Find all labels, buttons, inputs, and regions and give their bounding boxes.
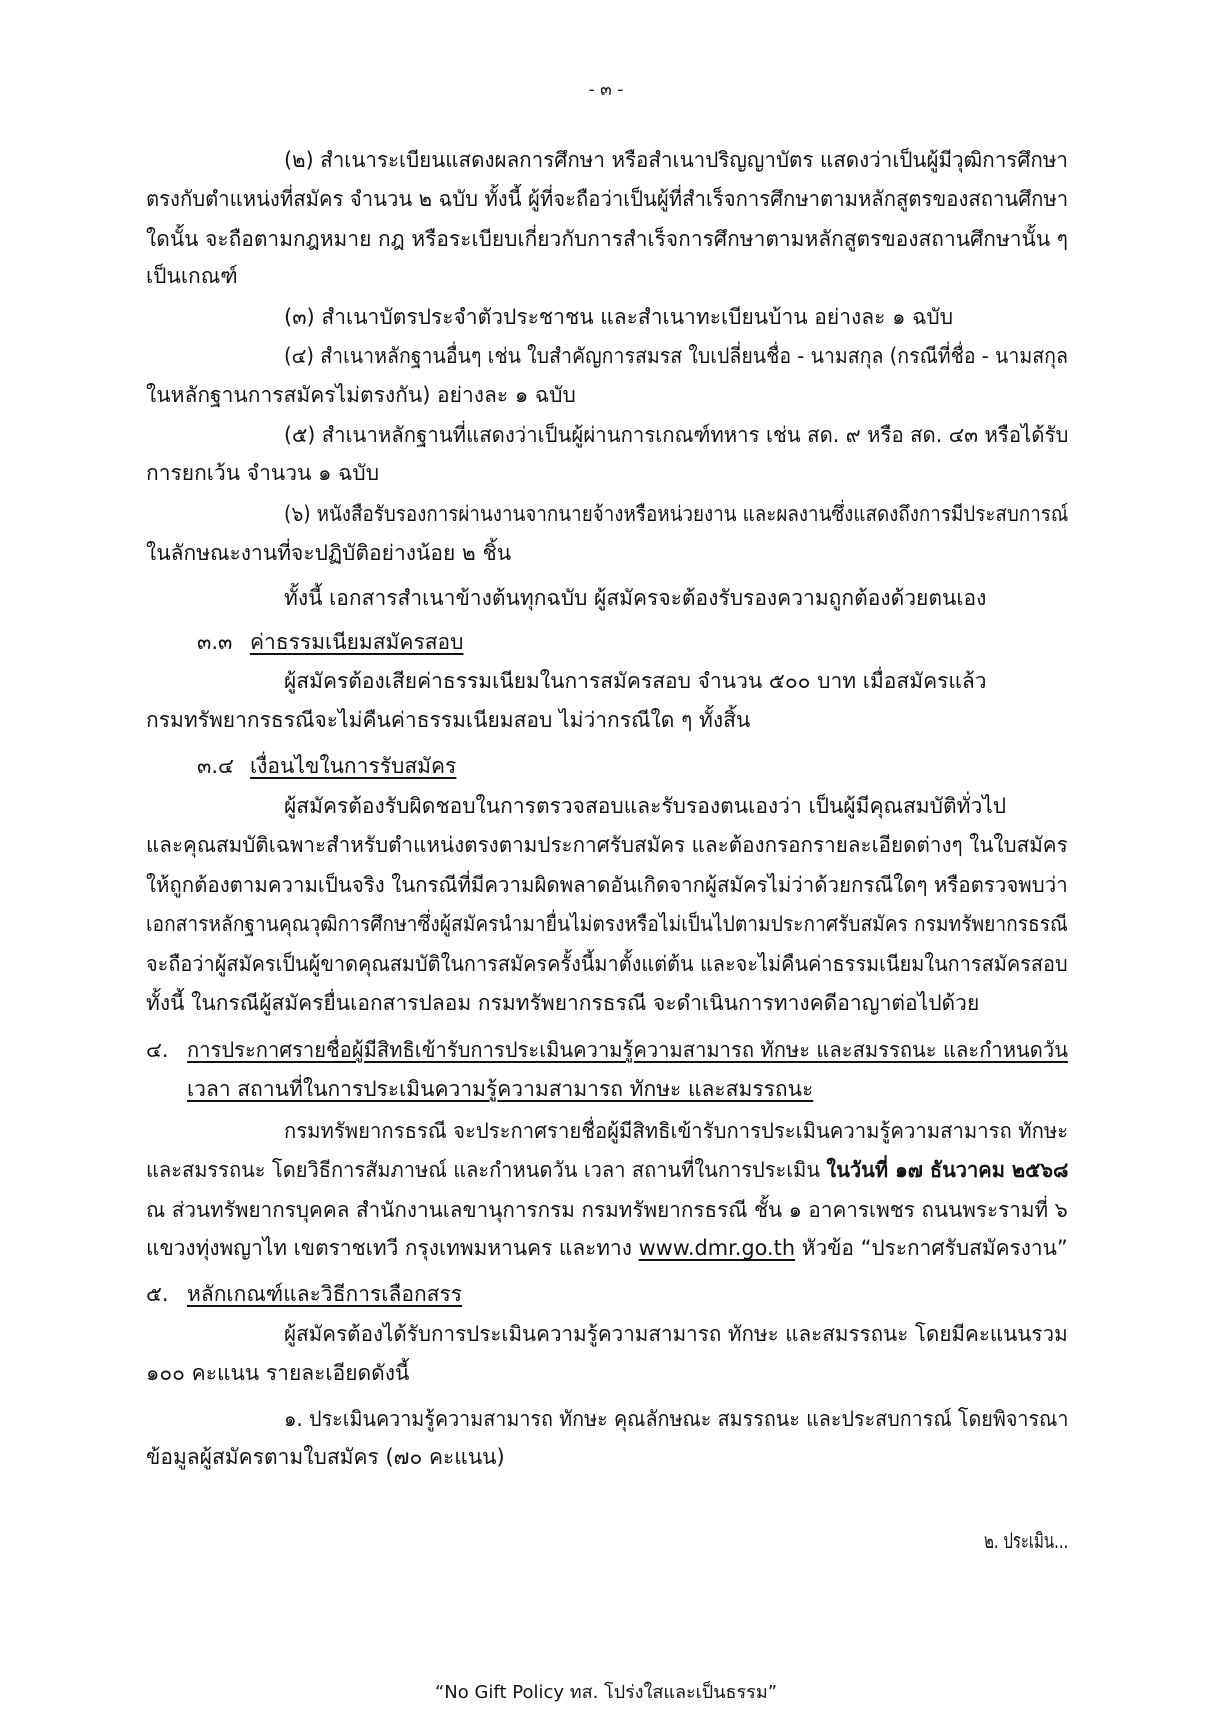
- section-5-line1: ผู้สมัครต้องได้รับการประเมินความรู้ความสามารถ ทักษะ และสมรรถนะ โดยมีคะแนนรวม: [284, 1322, 1068, 1346]
- page-number: - ๓ -: [588, 80, 624, 100]
- dmr-website-link[interactable]: www.dmr.go.th: [638, 1236, 796, 1260]
- section-5-item1-line2: ข้อมูลผู้สมัครตามใบสมัคร (๗๐ คะแนน): [146, 1445, 505, 1469]
- section-5-line2: ๑๐๐ คะแนน รายละเอียดดังนี้: [146, 1361, 410, 1385]
- item6-line1: (๖) หนังสือรับรองการผ่านงานจากนายจ้างหรือหน่วยงาน และผลงานซึ่งแสดงถึงการมีประสบการณ์: [284, 502, 1069, 526]
- item4-line2: ในหลักฐานการสมัครไม่ตรงกัน) อย่างละ ๑ ฉบับ: [146, 383, 576, 407]
- section-3-4-line6: ทั้งนี้ ในกรณีผู้สมัครยื่นเอกสารปลอม กรมทรัพยากรธรณี จะดำเนินการทางคดีอาญาต่อไปด้วย: [146, 991, 980, 1015]
- section-5-number: ๕.: [146, 1282, 169, 1306]
- item5-line2: การยกเว้น จำนวน ๑ ฉบับ: [146, 461, 380, 485]
- section-3-4-line1: ผู้สมัครต้องรับผิดชอบในการตรวจสอบและรับรองตนเองว่า เป็นผู้มีคุณสมบัติทั่วไป: [284, 794, 1007, 818]
- section-3-4-line5: จะถือว่าผู้สมัครเป็นผู้ขาดคุณสมบัติในการสมัครครั้งนี้มาตั้งแต่ต้น และจะไม่คืนค่าธรรมเนียมในการสมัครสอบ: [146, 952, 1068, 976]
- section-4-line2: [146, 1156, 1068, 1184]
- section-3-3-title: ค่าธรรมเนียมสมัครสอบ: [250, 630, 464, 654]
- section-4-line4: [146, 1234, 1068, 1262]
- section-4-number: ๔.: [146, 1038, 169, 1062]
- section-5-item1-line1: ๑. ประเมินความรู้ความสามารถ ทักษะ คุณลักษณะ สมรรถนะ และประสบการณ์ โดยพิจารณา: [284, 1407, 1069, 1431]
- item2-line4: เป็นเกณฑ์: [146, 264, 238, 288]
- section-4-title-line1: การประกาศรายชื่อผู้มีสิทธิเข้ารับการประเมินความรู้ความสามารถ ทักษะ และสมรรถนะ และกำหนดวัน: [187, 1038, 1068, 1062]
- footer-slogan: “No Gift Policy ทส. โปร่งใสและเป็นธรรม”: [434, 1682, 778, 1703]
- section-3-4-title: เงื่อนไขในการรับสมัคร: [250, 754, 457, 778]
- continuation-marker: ๒. ประเมิน...: [984, 1529, 1069, 1553]
- certify-note: ทั้งนี้ เอกสารสำเนาข้างต้นทุกฉบับ ผู้สมัครจะต้องรับรองความถูกต้องด้วยตนเอง: [284, 586, 987, 610]
- item5-line1: (๕) สำเนาหลักฐานที่แสดงว่าเป็นผู้ผ่านการเกณฑ์ทหาร เช่น สด. ๙ หรือ สด. ๔๓ หรือได้รับ: [284, 423, 1069, 447]
- section-3-4-line3: ให้ถูกต้องตามความเป็นจริง ในกรณีที่มีความผิดพลาดอันเกิดจากผู้สมัครไม่ว่าด้วยกรณีใดๆ หรือตรวจพบว่า: [146, 873, 1068, 897]
- section-5-title: หลักเกณฑ์และวิธีการเลือกสรร: [187, 1282, 463, 1306]
- section-4-line4-after: หัวข้อ “ประกาศรับสมัครงาน”: [795, 1236, 1068, 1260]
- item6-line2: ในลักษณะงานที่จะปฏิบัติอย่างน้อย ๒ ชิ้น: [146, 541, 512, 565]
- section-4-line2-text: และสมรรถนะ โดยวิธีการสัมภาษณ์ และกำหนดวัน เวลา สถานที่ในการประเมิน: [146, 1158, 827, 1182]
- item3-line1: (๓) สำเนาบัตรประจำตัวประชาชน และสำเนาทะเบียนบ้าน อย่างละ ๑ ฉบับ: [284, 305, 954, 329]
- item2-line3: ใดนั้น จะถือตามกฎหมาย กฎ หรือระเบียบเกี่ยวกับการสำเร็จการศึกษาตามหลักสูตรของสถานศึกษานั้น ๆ: [146, 227, 1069, 251]
- item2-line2: ตรงกับตำแหน่งที่สมัคร จำนวน ๒ ฉบับ ทั้งนี้ ผู้ที่จะถือว่าเป็นผู้ที่สำเร็จการศึกษาตามหลักสูตรของสถานศึกษา: [146, 187, 1069, 211]
- item4-line1: (๔) สำเนาหลักฐานอื่นๆ เช่น ใบสำคัญการสมรส ใบเปลี่ยนชื่อ - นามสกุล (กรณีที่ชื่อ - นามสกุล: [284, 344, 1068, 368]
- section-4-line4-before: แขวงทุ่งพญาไท เขตราชเทวี กรุงเทพมหานคร และทาง: [146, 1236, 639, 1260]
- section-3-4-line2: และคุณสมบัติเฉพาะสำหรับตำแหน่งตรงตามประกาศรับสมัคร และต้องกรอกรายละเอียดต่างๆ ในใบสมัคร: [146, 833, 1068, 857]
- section-3-4-number: ๓.๔: [197, 754, 234, 778]
- announcement-date: ในวันที่ ๑๗ ธันวาคม ๒๕๖๘: [826, 1158, 1069, 1182]
- section-3-3-number: ๓.๓: [197, 630, 233, 654]
- section-4-title-line2: เวลา สถานที่ในการประเมินความรู้ความสามารถ ทักษะ และสมรรถนะ: [187, 1077, 814, 1101]
- section-4-line3: ณ ส่วนทรัพยากรบุคคล สำนักงานเลขานุการกรม กรมทรัพยากรธรณี ชั้น ๑ อาคารเพชร ถนนพระรามที่ ๖: [146, 1198, 1068, 1222]
- section-3-3-line1: ผู้สมัครต้องเสียค่าธรรมเนียมในการสมัครสอบ จำนวน ๕๐๐ บาท เมื่อสมัครแล้ว: [284, 669, 987, 693]
- item2-line1: (๒) สำเนาระเบียนแสดงผลการศึกษา หรือสำเนาปริญญาบัตร แสดงว่าเป็นผู้มีวุฒิการศึกษา: [284, 148, 1068, 172]
- section-3-4-line4: เอกสารหลักฐานคุณวุฒิการศึกษาซึ่งผู้สมัครนำมายื่นไม่ตรงหรือไม่เป็นไปตามประกาศรับสมัคร กรมทรัพยากรธรณี: [146, 912, 1068, 936]
- section-4-line1: กรมทรัพยากรธรณี จะประกาศรายชื่อผู้มีสิทธิเข้ารับการประเมินความรู้ความสามารถ ทักษะ: [284, 1119, 1069, 1143]
- section-3-3-line2: กรมทรัพยากรธรณีจะไม่คืนค่าธรรมเนียมสอบ ไม่ว่ากรณีใด ๆ ทั้งสิ้น: [146, 708, 751, 732]
